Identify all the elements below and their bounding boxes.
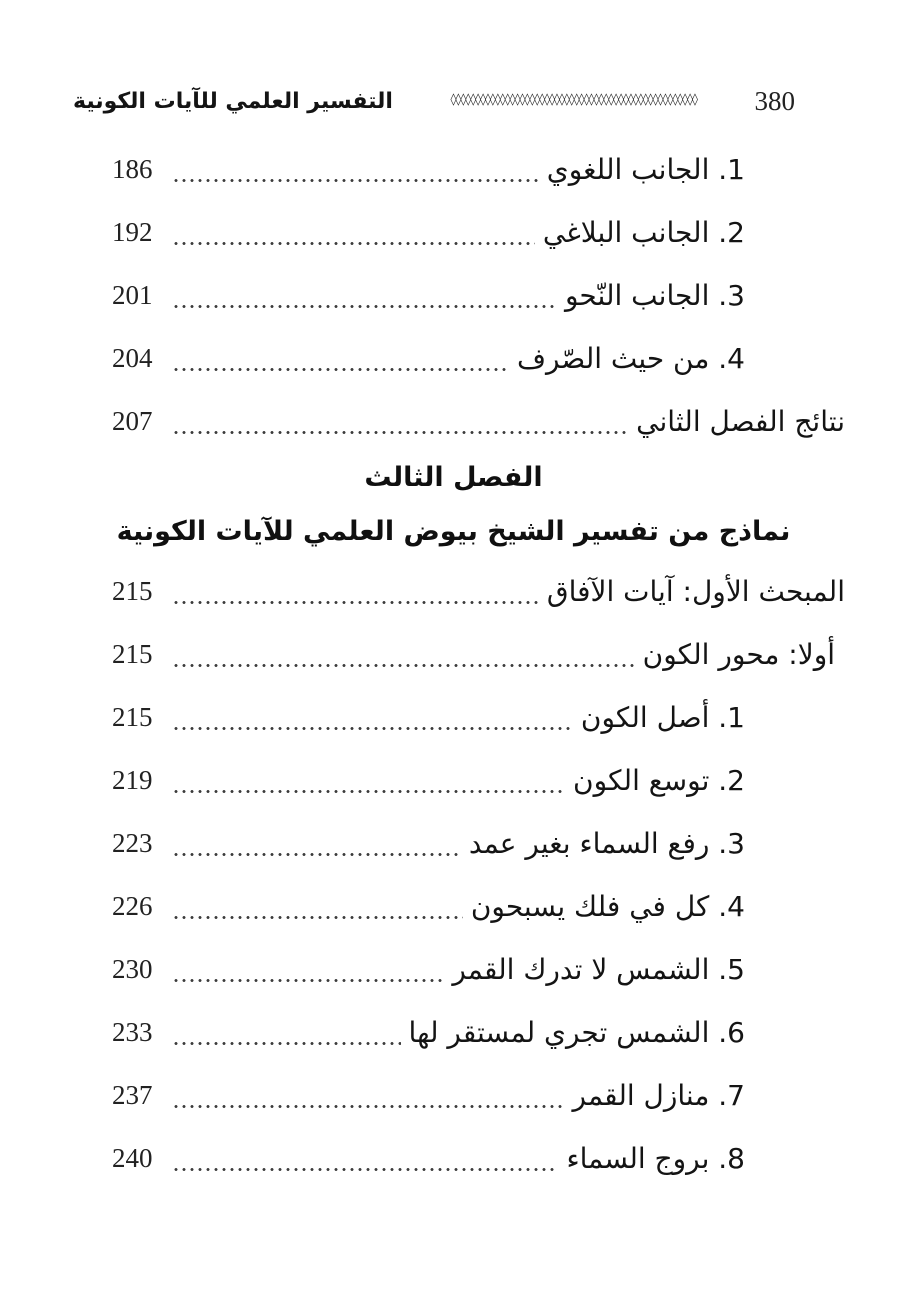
- toc-entry-page-number: 215: [112, 576, 153, 606]
- dotted-leader: [172, 430, 628, 435]
- toc-entry: [112, 1001, 845, 1064]
- toc-entry-page-number: 207: [112, 406, 153, 436]
- toc-entry: [112, 201, 845, 264]
- dotted-leader: [172, 726, 573, 731]
- toc-entry-page-number: 240: [112, 1143, 153, 1173]
- toc-entry: [112, 623, 845, 686]
- chapter-heading-number: الفصل الثالث: [364, 462, 543, 493]
- toc-entry: [112, 390, 845, 453]
- toc-entry-title: 5. الشمس لا تدرك القمر: [452, 953, 745, 986]
- dotted-leader: [172, 1041, 401, 1046]
- dotted-leader: [172, 663, 635, 668]
- toc-entry-page-number: 204: [112, 343, 153, 373]
- toc-entry-page-number: 192: [112, 217, 153, 247]
- toc-entry-title: 1. أصل الكون: [580, 701, 745, 734]
- dotted-leader: [172, 789, 565, 794]
- toc-entry-page-number: 219: [112, 765, 153, 795]
- toc-entry-title: 6. الشمس تجري لمستقر لها: [408, 1016, 745, 1049]
- toc-entry: [112, 327, 845, 390]
- diamond-ornament-divider: ◊◊◊◊◊◊◊◊◊◊◊◊◊◊◊◊◊◊◊◊◊◊◊◊◊◊◊◊◊◊◊◊◊◊◊◊◊◊◊◊◊◊◊◊◊◊◊◊◊◊: [450, 92, 697, 106]
- toc-entry-page-number: 223: [112, 828, 153, 858]
- toc-entry-title: 2. توسع الكون: [573, 764, 745, 797]
- toc-entry-title: 3. الجانب النّحو: [564, 279, 745, 312]
- toc-entry-title: 8. بروج السماء: [566, 1142, 745, 1175]
- toc-entry-title: 4. من حيث الصّرف: [516, 342, 745, 375]
- toc-entry-page-number: 226: [112, 891, 153, 921]
- toc-entry: [112, 812, 845, 875]
- dotted-leader: [172, 978, 444, 983]
- toc-entry-title: المبحث الأول: آيات الآفاق: [546, 575, 845, 608]
- toc-entry: [112, 264, 845, 327]
- toc-entry-page-number: 201: [112, 280, 153, 310]
- toc-entry-page-number: 233: [112, 1017, 153, 1047]
- toc-entry-page-number: 186: [112, 154, 153, 184]
- toc-entry-page-number: 230: [112, 954, 153, 984]
- toc-entry: [112, 875, 845, 938]
- toc-entry: [112, 560, 845, 623]
- toc-entry: [112, 1127, 845, 1190]
- toc-entry-title: 4. كل في فلك يسبحون: [470, 890, 745, 923]
- toc-entry: [112, 938, 845, 1001]
- toc-entry: [112, 1064, 845, 1127]
- toc-entry-title: 1. الجانب اللغوي: [546, 153, 745, 186]
- toc-entry-page-number: 215: [112, 639, 153, 669]
- toc-entry-title: 3. رفع السماء بغير عمد: [468, 827, 745, 860]
- dotted-leader: [172, 1104, 565, 1109]
- dotted-leader: [172, 600, 539, 605]
- toc-entry: [112, 686, 845, 749]
- dotted-leader: [172, 852, 461, 857]
- toc-entry: [112, 138, 845, 201]
- toc-entry-title: نتائج الفصل الثاني: [636, 405, 845, 438]
- toc-entry-title: 7. منازل القمر: [572, 1079, 745, 1112]
- toc-entry-page-number: 215: [112, 702, 153, 732]
- dotted-leader: [172, 1167, 558, 1172]
- dotted-leader: [172, 304, 557, 309]
- running-header-title: التفسير العلمي للآيات الكونية: [73, 88, 393, 114]
- toc-entry-title: أولا: محور الكون: [642, 638, 835, 671]
- toc-entry: [112, 749, 845, 812]
- dotted-leader: [172, 178, 539, 183]
- chapter-heading: [0, 453, 907, 560]
- toc-section-chapter2: [0, 138, 907, 453]
- toc-section-chapter3: [0, 560, 907, 1190]
- chapter-heading-title: نماذج من تفسير الشيخ بيوض العلمي للآيات الكونية: [116, 516, 791, 547]
- running-header: [0, 0, 907, 120]
- toc-entry-title: 2. الجانب البلاغي: [542, 216, 745, 249]
- toc-entry-page-number: 237: [112, 1080, 153, 1110]
- dotted-leader: [172, 915, 463, 920]
- header-page-number: 380: [754, 85, 795, 116]
- dotted-leader: [172, 367, 509, 372]
- dotted-leader: [172, 241, 535, 246]
